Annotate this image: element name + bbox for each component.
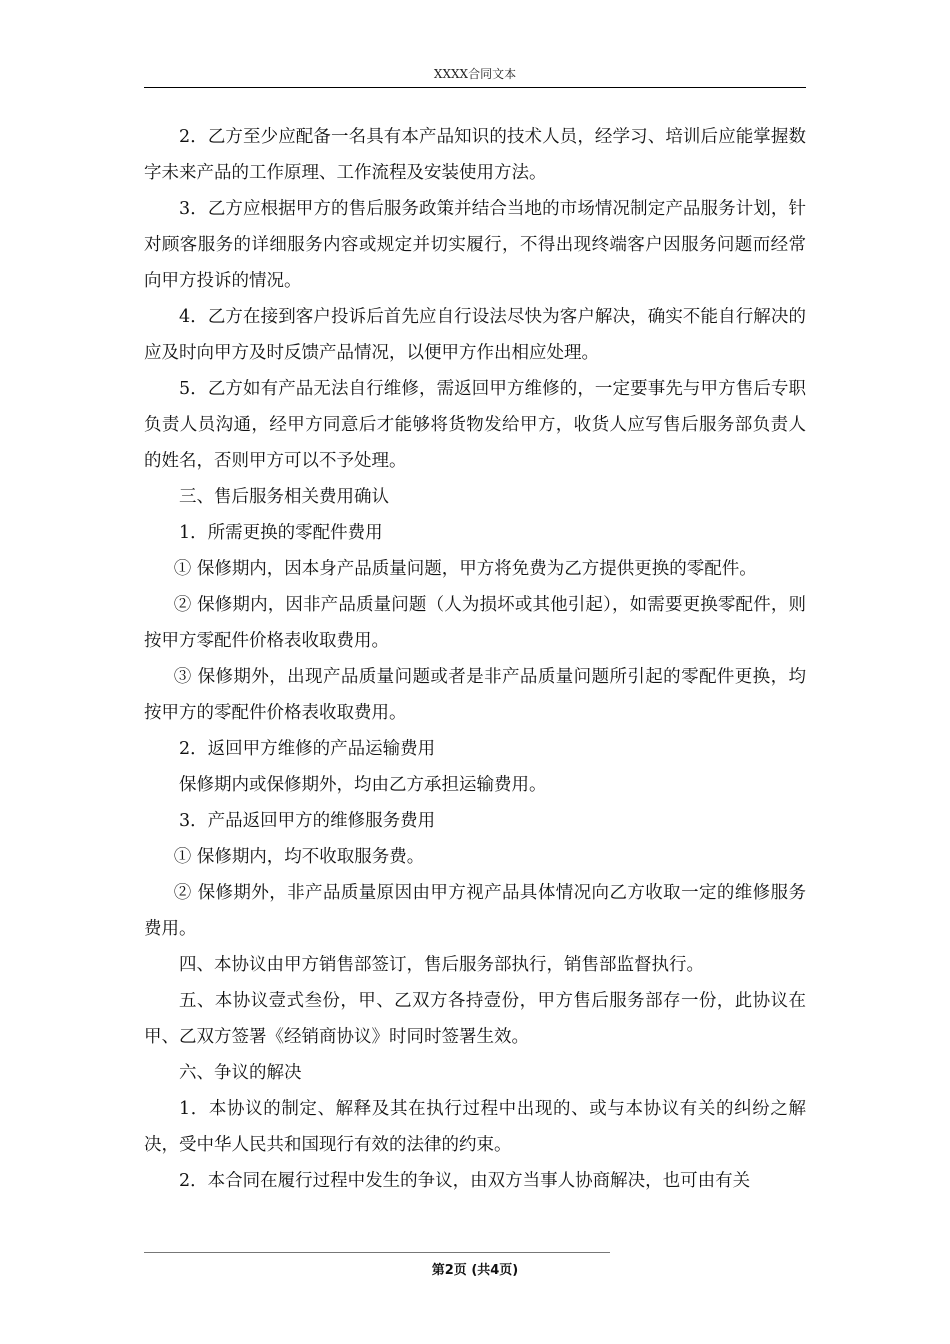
- section-heading: 四、本协议由甲方销售部签订，售后服务部执行，销售部监督执行。: [179, 955, 704, 975]
- subsection-heading: 2．返回甲方维修的产品运输费用: [179, 739, 436, 759]
- paragraph: 1．本协议的制定、解释及其在执行过程中出现的、或与本协议有关的纠纷之解决，受中华人民共和国现行有效的法律的约束。: [144, 1099, 806, 1155]
- paragraph: 2．乙方至少应配备一名具有本产品知识的技术人员，经学习、培训后应能掌握数字未来产品的工作原理、工作流程及安装使用方法。: [144, 127, 806, 183]
- paragraph: 保修期内或保修期外，均由乙方承担运输费用。: [179, 775, 547, 795]
- list-item: ① 保修期内，因本身产品质量问题，甲方将免费为乙方提供更换的零配件。: [173, 559, 757, 579]
- section-heading: 五、本协议壹式叁份，甲、乙双方各持壹份，甲方售后服务部存一份，此协议在甲、乙双方签署《经销商协议》时同时签署生效。: [144, 991, 806, 1047]
- header-divider: [144, 87, 806, 88]
- document-body: [144, 119, 806, 1199]
- list-item: ② 保修期内，因非产品质量问题（人为损坏或其他引起），如需要更换零配件，则按甲方零配件价格表收取费用。: [144, 595, 806, 651]
- subsection-heading: 3．产品返回甲方的维修服务费用: [179, 811, 436, 831]
- list-item: ① 保修期内，均不收取服务费。: [173, 847, 425, 867]
- paragraph: 5．乙方如有产品无法自行维修，需返回甲方维修的，一定要事先与甲方售后专职负责人员沟通，经甲方同意后才能够将货物发给甲方，收货人应写售后服务部负责人的姓名，否则甲方可以不予处理。: [144, 379, 806, 471]
- section-heading: 六、争议的解决: [179, 1063, 302, 1083]
- list-item: ③ 保修期外，出现产品质量问题或者是非产品质量问题所引起的零配件更换，均按甲方的零配件价格表收取费用。: [144, 667, 806, 723]
- list-item: ② 保修期外，非产品质量原因由甲方视产品具体情况向乙方收取一定的维修服务费用。: [144, 883, 806, 939]
- subsection-heading: 1．所需更换的零配件费用: [179, 523, 383, 543]
- footer-divider: [144, 1252, 610, 1253]
- section-heading: 三、售后服务相关费用确认: [179, 487, 389, 507]
- paragraph: 4．乙方在接到客户投诉后首先应自行设法尽快为客户解决，确实不能自行解决的应及时向甲方及时反馈产品情况，以便甲方作出相应处理。: [144, 307, 806, 363]
- paragraph: 2．本合同在履行过程中发生的争议，由双方当事人协商解决，也可由有关: [179, 1171, 751, 1191]
- page-number: 第2页 (共4页): [431, 1263, 519, 1278]
- header-title: XXXX合同文本: [433, 67, 517, 81]
- paragraph: 3．乙方应根据甲方的售后服务政策并结合当地的市场情况制定产品服务计划，针对顾客服务的详细服务内容或规定并切实履行，不得出现终端客户因服务问题而经常向甲方投诉的情况。: [144, 199, 806, 291]
